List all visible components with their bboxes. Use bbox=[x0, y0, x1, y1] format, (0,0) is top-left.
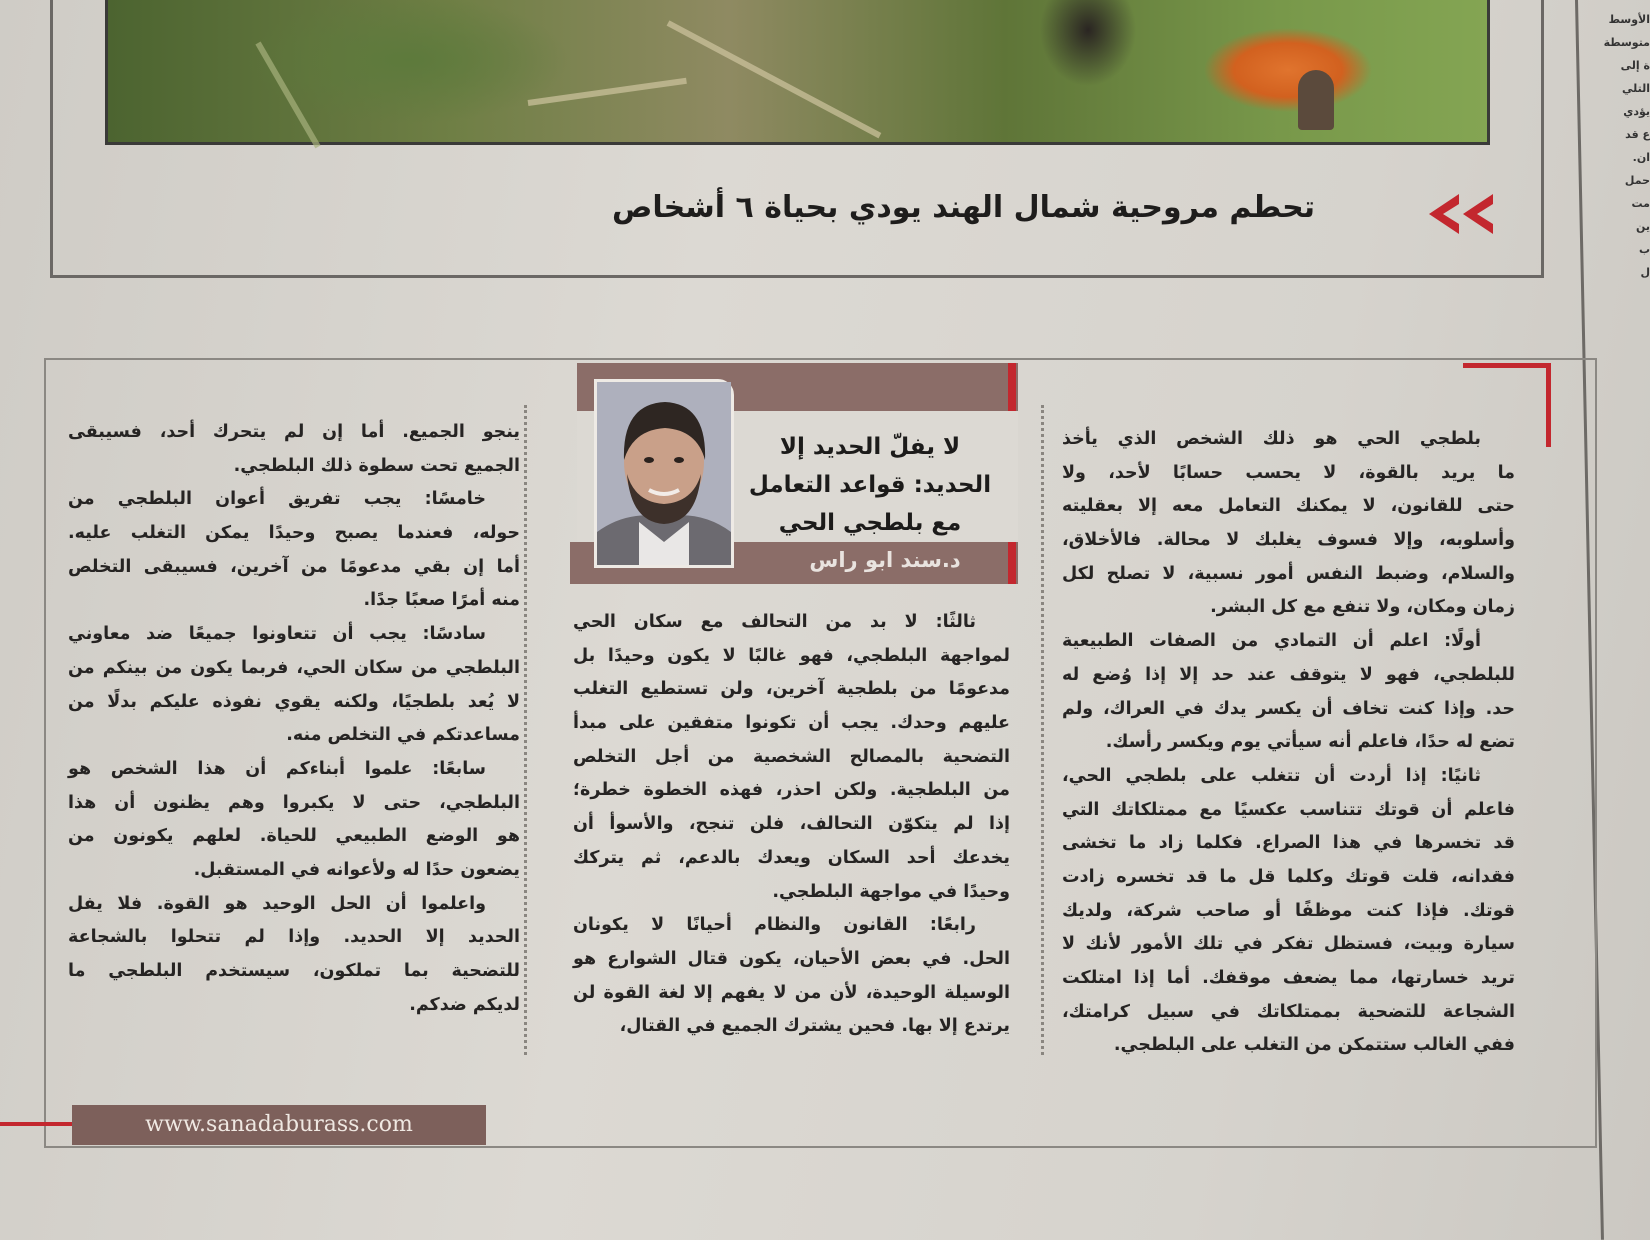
text-line: سيارة وبيت، فستظل تفكر في تلك الأمور لأنك لا bbox=[1062, 934, 1515, 955]
text-line: قوتك. فإذا كنت موظفًا أو صاحب شركة، ولديك bbox=[1062, 900, 1515, 921]
text-line: فاعلم أن قوتك تتناسب عكسيًا مع ممتلكاتك التي bbox=[1062, 799, 1515, 820]
text-line: حتى للقانون، لا يمكنك التعامل معه إلا بعقليته bbox=[1062, 496, 1515, 517]
text-line: ثانيًا: إذا أردت أن تتغلب على بلطجي الحي، bbox=[1062, 765, 1481, 786]
text-line: سابعًا: علموا أبناءكم أن هذا الشخص هو bbox=[68, 758, 486, 779]
text-line: وحيدًا في مواجهة البلطجي. bbox=[772, 881, 1010, 902]
text-line: منه أمرًا صعبًا جدًا. bbox=[363, 590, 520, 611]
text-line: لديكم ضدكم. bbox=[409, 994, 520, 1015]
text-line: الشجاعة للتضحية بممتلكاتك في سبيل كرامتك، bbox=[1062, 1001, 1515, 1022]
text-line: زمان ومكان، ولا تنفع مع كل البشر. bbox=[1210, 597, 1515, 618]
article-title bbox=[745, 428, 995, 542]
text-line: حد. وإذا كنت تخاف أن يكسر يدك في العراك، ولم bbox=[1062, 698, 1515, 719]
red-accent-line bbox=[0, 1122, 72, 1126]
fragment-line: مت bbox=[1631, 197, 1650, 210]
text-line: سادسًا: يجب أن تتعاونوا جميعًا ضد معاوني bbox=[68, 624, 486, 645]
article-column-right bbox=[1062, 423, 1515, 1063]
text-line: مساعدتكم في التخلص منه. bbox=[286, 725, 520, 746]
text-line: قد تخسرها في هذا الصراع. فكلما زاد ما تخشى bbox=[1062, 833, 1515, 854]
article-column-left bbox=[68, 416, 520, 1022]
text-line: البلطجي، حتى لا يكبروا وهم يظنون أن هذا bbox=[68, 792, 520, 813]
text-line: رابعًا: القانون والنظام أحيانًا لا يكونان bbox=[573, 915, 976, 936]
fragment-line: متوسطة bbox=[1603, 36, 1650, 49]
text-line: عليهم وحدك. يجب أن تكونوا متفقين على مبدأ bbox=[573, 713, 1010, 734]
fragment-line: ع قد bbox=[1625, 128, 1650, 141]
fragment-line: ة إلى bbox=[1620, 59, 1650, 72]
text-line: ففي الغالب ستتمكن من التغلب على البلطجي. bbox=[1113, 1035, 1515, 1056]
article-paragraph bbox=[68, 618, 520, 753]
author-byline: د.سند ابو راس bbox=[809, 548, 961, 572]
article-paragraph bbox=[1062, 625, 1515, 760]
fragment-line: التلي bbox=[1621, 82, 1650, 95]
text-line: إذا لم يتكوّن التحالف، فلن تنجح، والأسوأ أن bbox=[573, 814, 1010, 835]
text-line: للبلطجي، فهو لا يتوقف عند حد إلا إذا وُضع له bbox=[1062, 664, 1515, 685]
text-line: فقدانه، قلت قوتك وكلما قل ما قد تخسره زادت bbox=[1062, 866, 1515, 887]
text-line: لمواجهة البلطجي، فهو غالبًا لا يكون وحيدًا بل bbox=[573, 645, 1010, 666]
fragment-line: حمل bbox=[1624, 174, 1650, 187]
text-line: الحديد إلا الحديد. وإذا لم تتحلوا بالشجاعة bbox=[68, 927, 520, 948]
author-photo bbox=[594, 379, 734, 568]
text-line: هو الوضع الطبيعي للحياة. لعلهم يكونون من bbox=[68, 826, 520, 847]
text-line: تريد خسارتها، مما يضعف موقفك. أما إذا امتلكت bbox=[1062, 968, 1515, 988]
text-line: التضحية بالمصالح الشخصية من أجل التخلص bbox=[573, 746, 1010, 767]
text-line: تضع له حدًا، فاعلم أنه سيأتي يوم ويكسر رأسك. bbox=[1105, 732, 1515, 753]
text-line: الجميع تحت سطوة ذلك البلطجي. bbox=[233, 455, 520, 476]
text-line: خامسًا: يجب تفريق أعوان البلطجي من bbox=[68, 489, 486, 510]
red-accent bbox=[1008, 542, 1016, 584]
red-accent bbox=[1008, 363, 1016, 411]
helicopter-crash-photo bbox=[105, 0, 1490, 145]
article-paragraph bbox=[68, 888, 520, 1023]
column-divider bbox=[524, 405, 527, 1055]
text-line: ما يريد بالقوة، لا يحسب حسابًا لأحد، ولا bbox=[1062, 462, 1515, 483]
fragment-line: ان. bbox=[1632, 151, 1650, 164]
column-divider bbox=[1041, 405, 1044, 1055]
text-line: وأسلوبه، وإلا فسوف يغلبك لا محالة. فالأخلاق، bbox=[1062, 530, 1515, 551]
fragment-line: يؤدي bbox=[1623, 105, 1650, 118]
fragment-line: ين bbox=[1635, 220, 1650, 233]
text-line: ثالثًا: لا بد من التحالف مع سكان الحي bbox=[573, 612, 976, 632]
text-line: أولًا: اعلم أن التمادي من الصفات الطبيعية bbox=[1062, 631, 1481, 652]
text-line: حوله، فعندما يصبح وحيدًا يمكن التغلب عليه. bbox=[68, 523, 520, 544]
text-line: يرتدع إلا بها. فحين يشترك الجميع في القتال، bbox=[619, 1016, 1010, 1037]
article-title-line: الحديد: قواعد التعامل bbox=[748, 472, 992, 498]
text-line: للتضحية بما تملكون، سيستخدم البلطجي ما bbox=[68, 961, 520, 981]
article-paragraph bbox=[573, 909, 1010, 1044]
article-paragraph bbox=[68, 416, 520, 483]
text-line: والسلام، وضبط النفس أمور نسبية، لا تصلح لكل bbox=[1062, 563, 1515, 584]
article-paragraph bbox=[1062, 760, 1515, 1063]
top-story-headline[interactable]: تحطم مروحية شمال الهند يودي بحياة ٦ أشخاص bbox=[612, 190, 1315, 225]
fragment-line: ل bbox=[1640, 266, 1650, 279]
text-line: البلطجي من سكان الحي، فربما يكون من بينكم من bbox=[68, 657, 520, 678]
text-line: لا يُعد بلطجيًا، ولكنه يقوي نفوذه عليكم بدلًا من bbox=[68, 691, 520, 712]
text-line: ينجو الجميع. أما إن لم يتحرك أحد، فسيبقى bbox=[68, 422, 520, 442]
text-line: يخدعك أحد السكان ويعدك بالدعم، ثم يتركك bbox=[573, 847, 1010, 868]
text-line: أما إن بقي مدعومًا من آخرين، فسيبقى التخلص bbox=[68, 556, 520, 577]
article-title-line: مع بلطجي الحي bbox=[778, 510, 962, 536]
text-line: واعلموا أن الحل الوحيد هو القوة. فلا يفل bbox=[68, 893, 486, 914]
article-title-line: لا يفلّ الحديد إلا bbox=[779, 434, 961, 460]
adjacent-column-fragment bbox=[1603, 8, 1650, 284]
fragment-line: ب bbox=[1638, 243, 1650, 256]
fragment-line: الأوسط bbox=[1608, 13, 1650, 26]
double-chevron-left-icon bbox=[1425, 192, 1495, 236]
text-line: يضعون حدًا له ولأعوانه في المستقبل. bbox=[193, 859, 520, 880]
text-line: الحل. في بعض الأحيان، يكون قتال الشوارع هو bbox=[573, 948, 1010, 969]
article-paragraph bbox=[573, 606, 1010, 909]
article-column-middle bbox=[573, 606, 1010, 1044]
text-line: الوسيلة الوحيدة، لأن من لا يفهم إلا لغة القوة لن bbox=[573, 982, 1010, 1003]
article-paragraph bbox=[68, 753, 520, 888]
text-line: مدعومًا من بلطجية آخرين، ولن تستطيع التغلب bbox=[573, 679, 1010, 700]
text-line: من البلطجية. ولكن احذر، فهذه الخطوة خطرة؛ bbox=[573, 780, 1010, 801]
author-website-link[interactable]: www.sanadaburass.com bbox=[72, 1105, 486, 1145]
text-line: بلطجي الحي هو ذلك الشخص الذي يأخذ bbox=[1062, 429, 1481, 449]
article-paragraph bbox=[68, 483, 520, 618]
article-paragraph bbox=[1062, 423, 1515, 625]
